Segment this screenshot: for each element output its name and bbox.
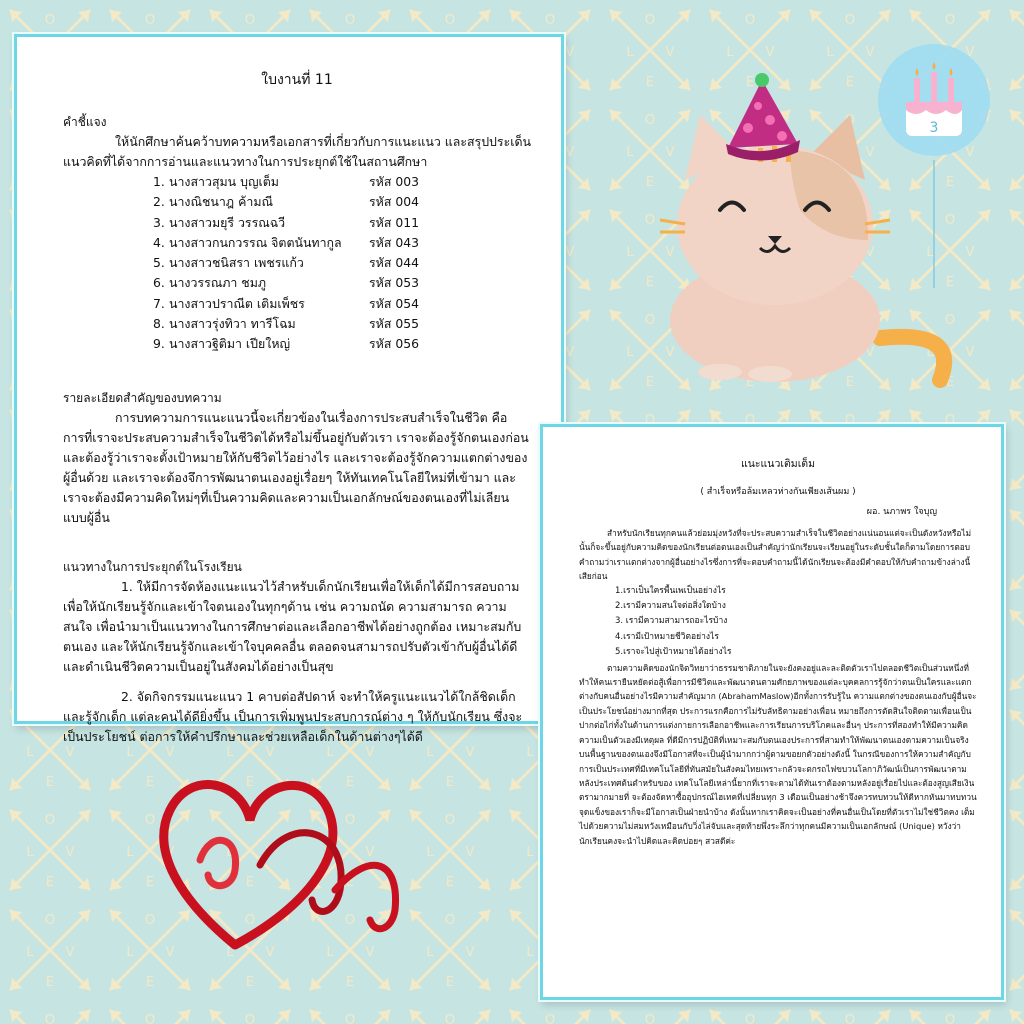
list-item: [153, 192, 531, 212]
list-item: 4.เรามีเป้าหมายชีวิตอย่างไร: [615, 631, 719, 642]
worksheet-title: ใบงานที่ 11: [261, 72, 333, 88]
member-code: รหัส 004: [369, 194, 419, 210]
instructions-text: ให้นักศึกษาค้นคว้าบทความหรือเอกสารที่เกี่ยวกับการแนะแนว และสรุปประเด็นแนวคิดที่ได้จากการอ่านและแนวทางในการประยุกต์ใช้ในสถานศึกษา: [63, 134, 531, 169]
member-number: 9.: [153, 336, 165, 352]
article-page: [540, 424, 1004, 1000]
member-number: 1.: [153, 174, 165, 189]
worksheet-page: [14, 34, 564, 744]
member-number: 2.: [153, 194, 165, 210]
list-item: 5.เราจะไปสู่เป้าหมายได้อย่างไร: [615, 647, 732, 658]
list-item: [153, 233, 531, 253]
member-list: [153, 172, 531, 355]
list-item: [153, 314, 531, 334]
member-number: 7.: [153, 295, 165, 311]
member-number: 8.: [153, 316, 165, 332]
member-code: รหัส 053: [369, 275, 419, 291]
member-number: 6.: [153, 275, 165, 291]
member-code: รหัส 054: [369, 295, 419, 311]
list-item: [153, 294, 531, 314]
application-item-2: 2. จัดกิจกรรมแนะแนว 1 คาบต่อสัปดาห์ จะทำให้ครูแนะแนวได้ใกล้ชิดเด็กและรู้จักเด็ก แต่ละคนได้ดียิ่งขึ้น เป็นการเพิ่มพูนประสบการณ์ต่าง ๆ ให้กับนักเรียน ซึ่งจะเป็นประโยชน์ ต่อการให้คำปรึกษาและช่วยเหลือเด็กในด้านต่างๆได้ดี: [63, 688, 523, 744]
article-author: ผอ. นภาพร ใจบุญ: [866, 507, 937, 517]
member-code: รหัส 056: [369, 336, 419, 352]
member-code: รหัส 003: [369, 174, 419, 189]
summary-label: รายละเอียดสำคัญของบทความ: [63, 390, 222, 405]
member-name: นางสาวชนิสรา เพชรแก้ว: [169, 255, 304, 271]
list-item: 1.เราเป็นใครพื้นเพเป็นอย่างไร: [615, 585, 726, 596]
member-code: รหัส 011: [369, 214, 419, 230]
list-item: [153, 213, 531, 233]
article-intro: สำหรับนักเรียนทุกคนแล้วย่อมมุ่งหวังที่จะประสบความสำเร็จในชีวิตอย่างแน่นอนแต่จะเป็นดังหวังหรือไม่นั้นก็จะขึ้นอยู่กับความคิดของนักเรียนต่อตนเองเป็นสำคัญว่านักเรียนจะเรียนอยู่ในระดับชั้นใดก็ตามโดยการตอบคำถามว่าเราแตกต่างจากผู้อื่นอย่างไรซึ่งการที่จะตอบคำถามนี้ได้นักเรียนจะต้องมีคำตอบให้กับคำถามข้างล่างนี้เสียก่อน: [579, 528, 972, 582]
article-body: ตามความคิดของนักจิตวิทยาว่าธรรมชาติภายในจะยังคงอยู่และละติดตัวเราไปตลอดชีวิตเป็นส่วนหนึ่งที่ทำให้คนเรายืนหยัดต่อสู้เพื่อการมีชีวิตและพัฒนาตนตามศักยภาพของแต่ละบุคคลการรู้จักว่าตนเป็นใครและแตกต่างกับคนอื่นอย่างไรมีความสำคัญมาก (AbrahamMaslow)อีกทั้งการรับรู้ใน ความแตกต่างของตนเองกับผู้อื่นจะเป็นประโยชน์อย่างมากที่สุด ประการแรกคือการไม่รับลัทธิตามอย่างเพื่อน หมายถึงการตัดสินใจติดตามเพื่อนเป็นปากต่อไก่ทั้งในด้านการแต่งกายการเลือกอาชีพและการเรียนการบริโภคและอื่นๆ ประการที่สองทำให้มีความคิดความเป็นตัวเองมีเหตุผล ที่ดีมีการปฏิบัติที่เหมาะสมกับตนเองประการที่สามทำให้พัฒนาตนเองตามความเป็นจริง บนพื้นฐานของตนเองจึงมีโอกาสที่จะเป็นผู้นำมากกว่าผู้ตามขอยกตัวอย่างดังนี้ ในกรณีของการให้ความสำคัญกับการเป็นประเทศที่มีเทคโนโลยีที่ทันสมัยในสังคมไทยเพราะกลัวจะตกรถไฟขบวนโลกาภิวัฒน์เป็นการพัฒนาตามหลังประเทศต้นตำหรับของ เทคโนโลยีเหล่านี้ยากที่เราจะตามได้ทันเราต้องตามหลังอยู่เรื่อยไปและต้องสูญเสียเงินตรามากมายที่ จะต้องจัดหาซื้ออุปกรณ์ไฮเทคที่เปลี่ยนทุก 3 เดือนเป็นอย่างช้าจึงควรทบทวนให้ดีหากหันมาทบทวนจุดแข็งของเราก็จะมีโอกาสเป็นฝ่ายนำบ้าง ดังนั้นหากเราคิดจะเป็นอย่างที่คนอื่นเป็นโดยที่ตัวเราไม่ใช่ชีวิตคง เต็มไปด้วยความไม่สมหวังเหมือนกับวิ่งไล่จับและสุดท้ายพึ่งระลึกว่าทุกคนมีความเป็นเอกลักษณ์ (Unique) หวังว่านักเรียนคงจะนำไปคิดและคิดบ่อยๆ สวสดีค่ะ: [579, 662, 977, 846]
member-number: 5.: [153, 255, 165, 271]
list-item: 3. เรามีความสามารถอะไรบ้าง: [615, 616, 728, 627]
list-item: 2.เรามีความสนใจต่อสิ่งใดบ้าง: [615, 601, 726, 612]
member-number: 4.: [153, 234, 165, 250]
summary-text: การบทความการแนะแนวนี้จะเกี่ยวข้องในเรื่องการประสบสำเร็จในชีวิต คือ การที่เราจะประสบความสำเร็จในชีวิตได้หรือไม่ขึ้นอยู่กับตัวเรา เราจะต้องรู้จักตนเองก่อน และต้องรู้ว่าเราจะตั้งเป้าหมายให้กับชีวิตไว้อย่างไร และเราจะต้องรู้จักความแตกต่างของผู้อื่นด้วย และเราจะต้องจึการพัฒนาตนเองอยู่เรื่อยๆ ให้ทันเทคโนโลยีใหม่ที่เข้ามา และเราจะต้องมีความคิดใหม่ๆที่เป็นความคิดและความเป็นเอกลักษณ์ของตนเองที่ไม่เลียนแบบผู้อื่น: [63, 409, 529, 525]
list-item: [153, 334, 531, 354]
member-code: รหัส 055: [369, 316, 419, 332]
member-code: รหัส 044: [369, 255, 419, 271]
list-item: [153, 273, 531, 293]
application-item-1: 1. ให้มีการจัดห้องแนะแนวไว้สำหรับเด็กนักเรียนเพื่อให้เด็กได้มีการสอบถามเพื่อให้นักเรียนรู้จักและเข้าใจตนเองในทุกๆด้าน เช่น ความถนัด ความสามารถ ความสนใจ เพื่อนำมาเป็นแนวทางในการศึกษาต่อและเลือกอาชีพได้อย่างถูกต้อง เหมาะสมกับตนเอง และให้นักเรียนรู้จักและเข้าใจบุคคลอื่น ตลอดจนสามารถปรับตัวเข้ากับผู้อื่นได้ดีและดำเนินชีวิตความเป็นอยู่ในสังคมได้อย่างเป็นสุข: [63, 578, 522, 674]
birthday-cake-balloon-icon: [876, 40, 992, 290]
balloon-number: 3: [929, 120, 939, 136]
application-label: แนวทางในการประยุกต์ในโรงเรียน: [63, 559, 242, 574]
member-name: นางวรรณภา ชมภู: [169, 275, 267, 291]
instructions-label: คำชี้แจง: [63, 115, 107, 129]
member-number: 3.: [153, 214, 165, 230]
member-name: นางสาวฐิติมา เปียใหญ่: [169, 336, 291, 352]
member-name: นางสาวกนกวรรณ จิตตนันทากูล: [169, 234, 342, 250]
member-name: นางสาวสุมน บุญเต็ม: [169, 174, 279, 189]
question-list: [615, 584, 977, 661]
member-name: นางสาวมยุรี วรรณฉวี: [169, 214, 286, 230]
list-item: [153, 172, 531, 192]
article-title: แนะแนวเติมเต็ม: [740, 458, 816, 470]
member-code: รหัส 043: [369, 234, 419, 250]
member-name: นางสาวรุ่งทิวา ทารีโฉม: [169, 316, 296, 332]
article-subtitle: ( สำเร็จหรือล้มเหลวห่างกันเพียงเส้นผม ): [700, 487, 856, 497]
member-name: นางณิชนาฎ ค้ามณี: [169, 194, 273, 210]
red-heart-ribbon: [140, 740, 410, 960]
member-name: นางสาวปราณีต เติมเพ็ชร: [169, 295, 305, 311]
list-item: [153, 253, 531, 273]
